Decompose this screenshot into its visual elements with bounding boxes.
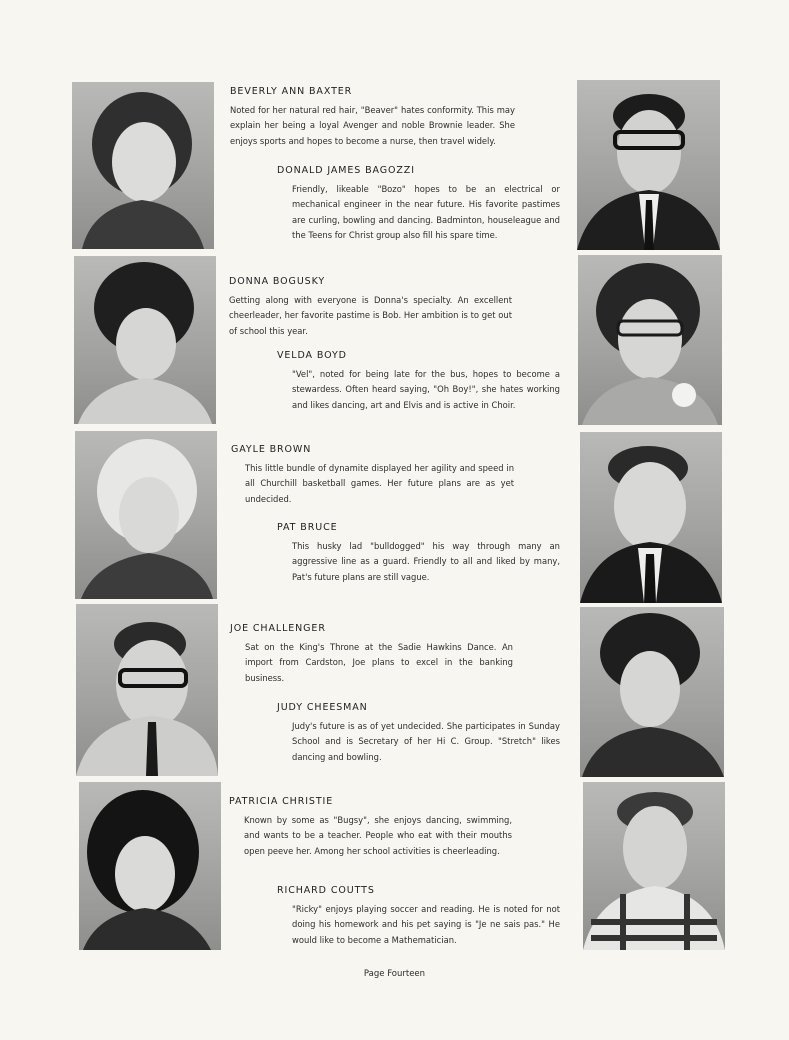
portrait-photo-challenger <box>76 604 218 776</box>
portrait-photo-boyd <box>578 255 722 425</box>
portrait-photo-bagozzi <box>577 80 720 250</box>
student-name: JOE CHALLENGER <box>230 623 326 634</box>
student-entry-christie <box>229 796 512 859</box>
student-bio: Judy's future is as of yet undecided. She participates in Sunday School and is Secretary of her Hi C. Group. "Stretch" likes dancing and bowling. <box>292 721 560 762</box>
portrait-photo-bogusky <box>74 256 216 424</box>
student-bio: Sat on the King's Throne at the Sadie Hawkins Dance. An import from Cardston, Joe plans to excel in the banking business. <box>245 642 513 683</box>
student-name: DONNA BOGUSKY <box>229 276 326 287</box>
student-entry-bagozzi <box>277 165 560 243</box>
portrait-photo-baxter <box>72 82 214 249</box>
portrait-photo-christie <box>79 782 221 950</box>
student-bio: Getting along with everyone is Donna's specialty. An excellent cheerleader, her favorite pastime is Bob. Her ambition is to get out of school this year. <box>229 295 512 336</box>
portrait-photo-brown <box>75 431 217 599</box>
student-bio: "Ricky" enjoys playing soccer and reading. He is noted for not doing his homework and his pet saying is "Je ne sais pas." He would like to become a Mathematician. <box>292 904 560 945</box>
student-entry-baxter <box>230 86 515 149</box>
student-entry-brown <box>231 444 514 507</box>
student-bio: "Vel", noted for being late for the bus, hopes to become a stewardess. Often heard saying, "Oh Boy!", she hates working and likes dancing, art and Elvis and is active in Choir. <box>292 369 560 410</box>
student-entry-bruce <box>277 522 560 585</box>
student-name: BEVERLY ANN BAXTER <box>230 86 353 97</box>
student-name: PATRICIA CHRISTIE <box>229 796 334 807</box>
student-entry-coutts <box>277 885 560 948</box>
student-name: DONALD JAMES BAGOZZI <box>277 165 415 176</box>
student-name: PAT BRUCE <box>277 522 338 533</box>
student-entry-cheesman <box>277 702 560 765</box>
student-entry-boyd <box>277 350 560 413</box>
student-name: RICHARD COUTTS <box>277 885 375 896</box>
student-name: VELDA BOYD <box>277 350 347 361</box>
student-bio: This husky lad "bulldogged" his way through many an aggressive line as a guard. Friendly to all and liked by many, Pat's future plans are still vague. <box>292 541 560 582</box>
student-bio: Noted for her natural red hair, "Beaver" hates conformity. This may explain her being a loyal Avenger and noble Brownie leader. She enjoys sports and hopes to become a nurse, then travel widely. <box>230 105 515 146</box>
student-bio: This little bundle of dynamite displayed her agility and speed in all Churchill basketball games. Her future plans are as yet undecided. <box>245 463 514 504</box>
page-number: Page Fourteen <box>363 969 426 979</box>
student-bio: Known by some as "Bugsy", she enjoys dancing, swimming, and wants to be a teacher. People who eat with their mouths open peeve her. Among her school activities is cheerleading. <box>244 815 512 856</box>
portrait-photo-coutts <box>583 782 725 950</box>
student-entry-bogusky <box>229 276 512 339</box>
student-bio: Friendly, likeable "Bozo" hopes to be an electrical or mechanical engineer in the near future. His favorite pastimes are curling, bowling and dancing. Badminton, houseleague and the Teens for Christ group also fill his spare time. <box>292 184 560 240</box>
portrait-photo-bruce <box>580 432 722 603</box>
student-name: JUDY CHEESMAN <box>277 702 368 713</box>
student-name: GAYLE BROWN <box>231 444 312 455</box>
student-entry-challenger <box>230 623 513 686</box>
portrait-photo-cheesman <box>580 607 724 777</box>
